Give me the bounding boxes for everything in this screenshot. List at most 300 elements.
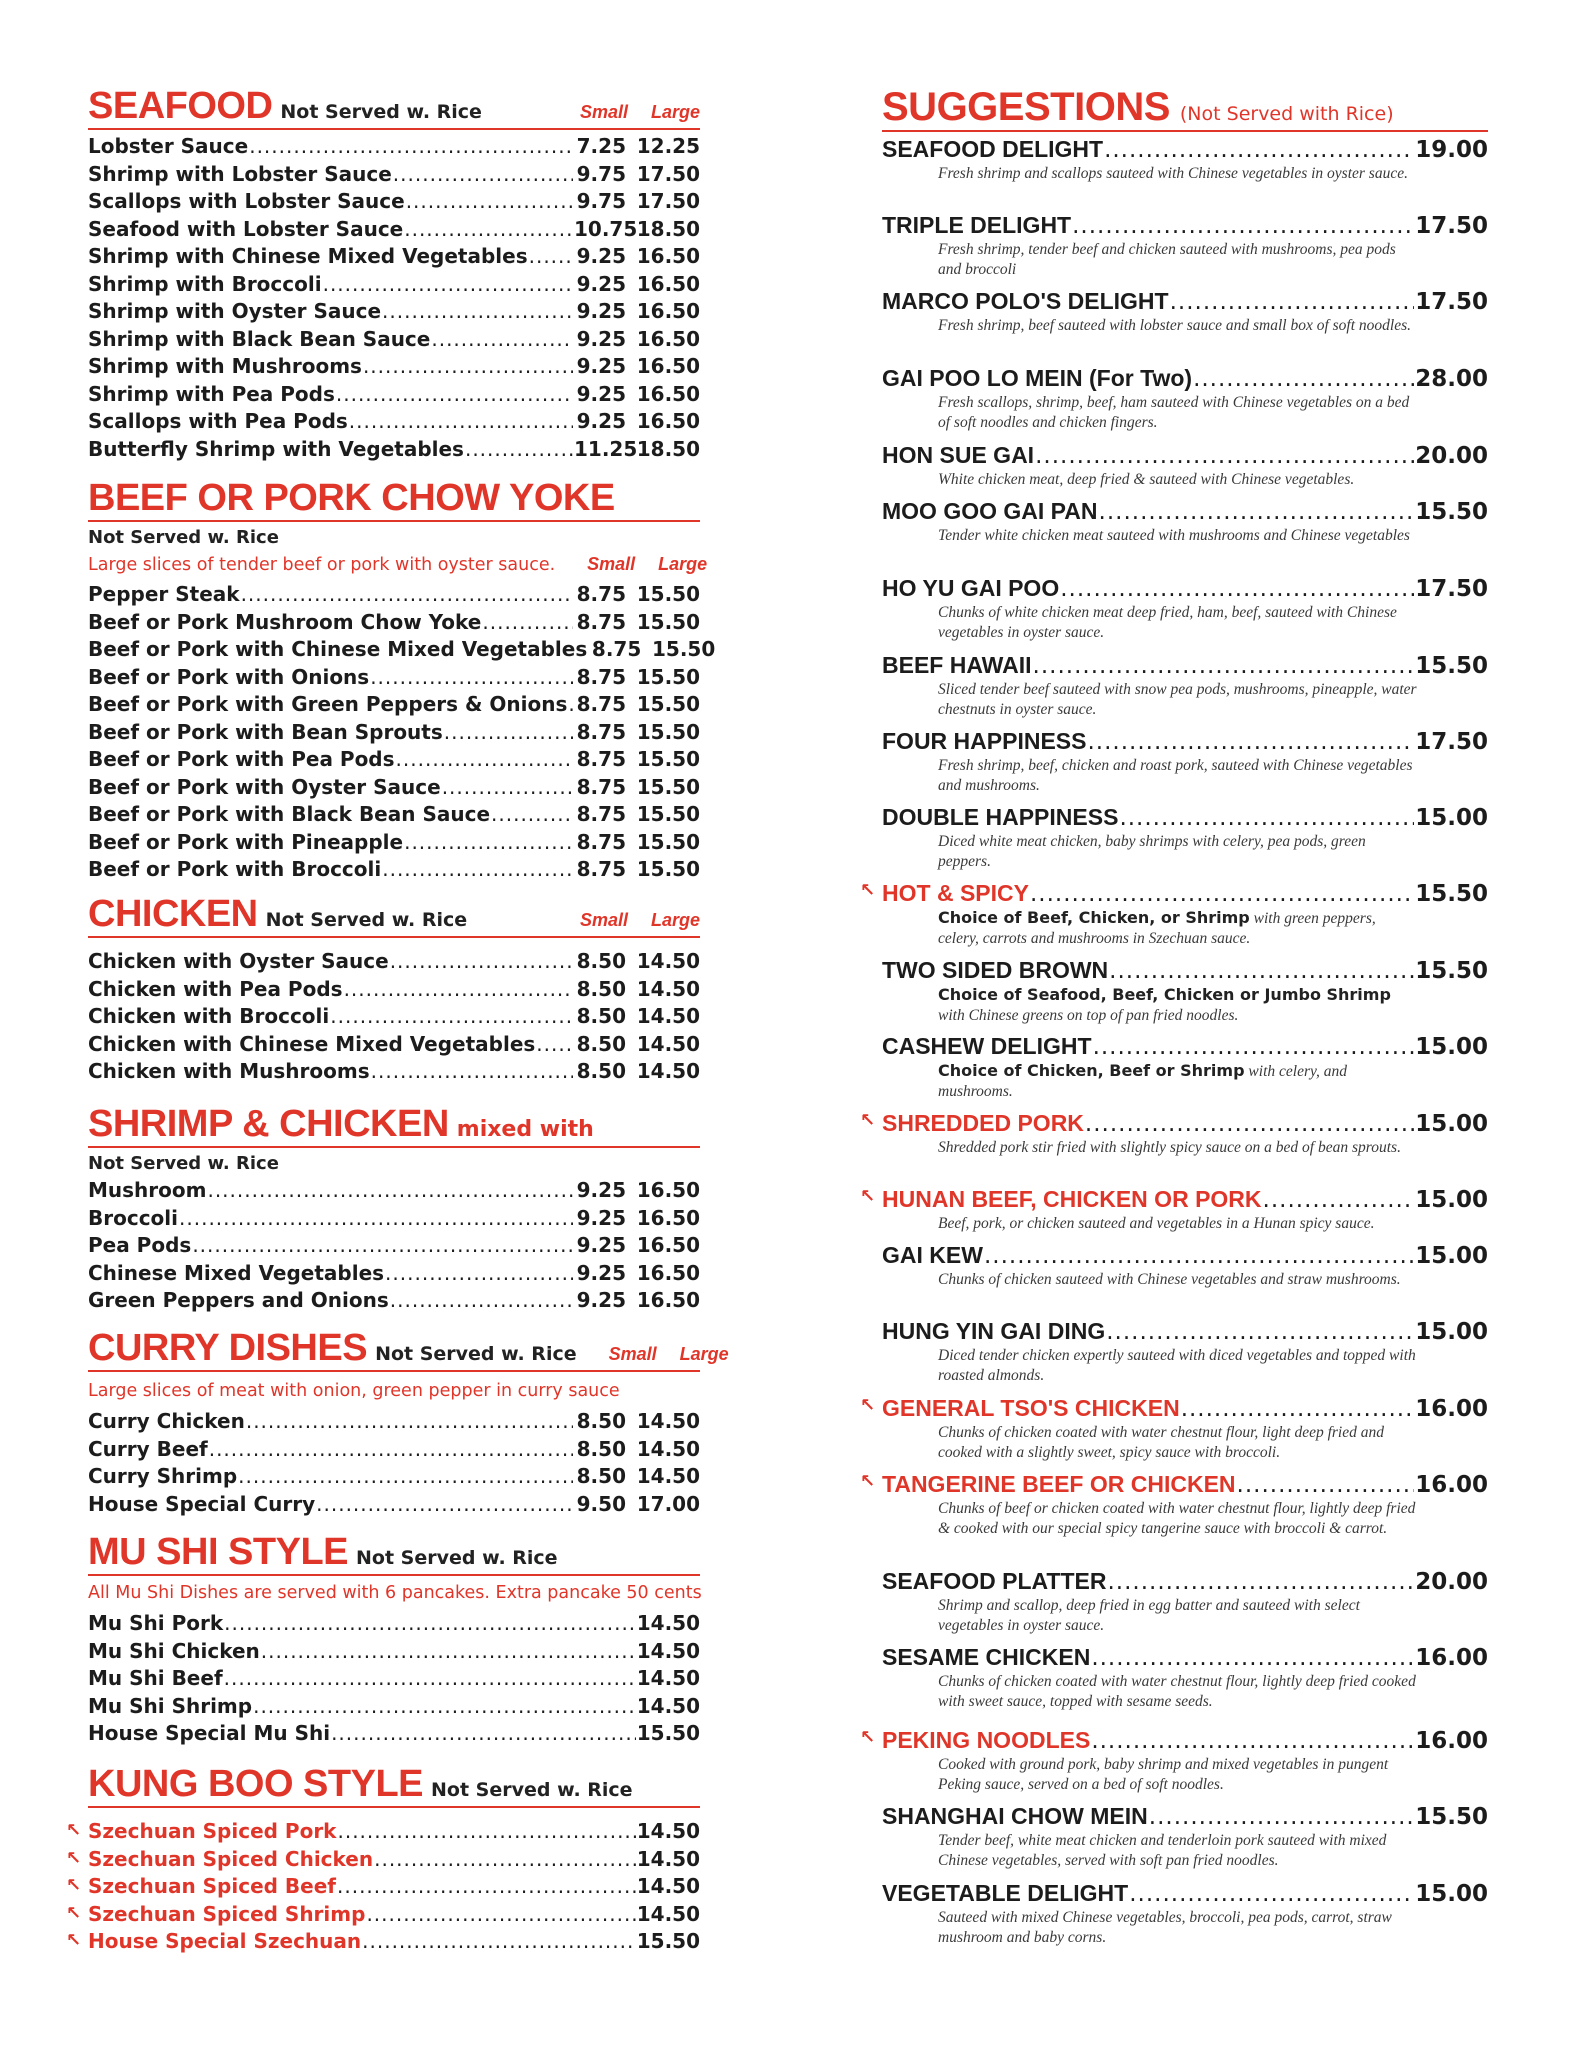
dot-leader xyxy=(406,188,573,216)
dot-leader xyxy=(366,1901,635,1929)
menu-item xyxy=(88,581,700,609)
item-name: CASHEW DELIGHT xyxy=(882,1033,1092,1059)
dot-leader xyxy=(396,746,573,774)
item-description xyxy=(938,1346,1418,1386)
section-note: Not Served w. Rice xyxy=(265,909,468,931)
section-title: SEAFOOD xyxy=(88,85,273,127)
item-description xyxy=(938,1214,1418,1234)
item-name: TANGERINE BEEF OR CHICKEN xyxy=(882,1471,1236,1497)
dot-leader xyxy=(1091,1643,1414,1673)
dot-leader xyxy=(192,1232,573,1260)
large-price: 16.50 xyxy=(636,381,700,406)
small-price: 8.75 xyxy=(576,582,626,606)
suggestion-item xyxy=(882,650,1488,720)
menu-item xyxy=(88,1720,700,1748)
menu-item xyxy=(88,1205,700,1233)
dot-leader xyxy=(1030,879,1414,909)
menu-item xyxy=(88,133,700,161)
menu-item xyxy=(88,1665,700,1693)
seafood-section xyxy=(88,84,700,463)
item-name: Seafood with Lobster Sauce xyxy=(88,216,404,241)
item-name: Beef or Pork with Oyster Sauce xyxy=(88,774,441,799)
suggestion-item xyxy=(882,1316,1488,1386)
item-description xyxy=(938,1672,1418,1712)
large-price: 18.50 xyxy=(636,216,700,241)
large-price: 15.50 xyxy=(636,747,700,771)
menu-item xyxy=(88,1693,700,1721)
large-price: 16.50 xyxy=(636,326,700,351)
dot-leader xyxy=(1109,956,1414,986)
chili-pepper-icon: ↖ xyxy=(66,1930,82,1951)
dot-leader xyxy=(362,1928,636,1956)
item-name: TRIPLE DELIGHT xyxy=(882,212,1072,238)
suggestion-row xyxy=(882,210,1488,240)
item-description-text: Fresh scallops, shrimp, beef, ham sauteed with Chinese vegetables on a bed of soft noodles and chicken fingers. xyxy=(938,394,1410,431)
dot-leader xyxy=(444,719,573,747)
menu-item xyxy=(88,271,700,299)
suggestion-row xyxy=(860,1108,1488,1138)
item-name: Shrimp with Mushrooms xyxy=(88,354,362,378)
shrimp-chicken-section xyxy=(88,1102,700,1315)
dot-leader xyxy=(1263,1185,1415,1215)
item-price: 15.00 xyxy=(1415,1319,1488,1345)
item-name: MARCO POLO'S DELIGHT xyxy=(882,288,1169,314)
menu-item xyxy=(88,829,700,857)
menu-item xyxy=(88,664,700,692)
item-description xyxy=(938,756,1418,796)
item-price: 14.50 xyxy=(636,1819,700,1843)
menu-item xyxy=(88,1436,700,1464)
item-description-text: Fresh shrimp, beef sauteed with lobster sauce and small box of soft noodles. xyxy=(938,317,1411,334)
item-choice: Choice of Seafood, Beef, Chicken or Jumbo Shrimp xyxy=(938,985,1391,1004)
size-headers xyxy=(555,551,707,578)
item-name: SHREDDED PORK xyxy=(882,1110,1084,1136)
dot-leader xyxy=(238,1463,573,1491)
dot-leader xyxy=(224,1610,636,1638)
suggestion-item xyxy=(882,802,1488,872)
dot-leader xyxy=(1033,651,1415,681)
small-price: 8.75 xyxy=(576,774,626,799)
item-name: DOUBLE HAPPINESS xyxy=(882,804,1119,830)
large-price: 14.50 xyxy=(636,1004,700,1028)
dot-leader xyxy=(253,1693,636,1721)
item-description-text: Cooked with ground pork, baby shrimp and mixed vegetables in pungent Peking sauce, served on a bed of soft noodles. xyxy=(938,1756,1389,1793)
menu-item xyxy=(88,1058,700,1086)
item-name: Beef or Pork with Bean Sprouts xyxy=(88,719,443,744)
small-price: 9.25 xyxy=(576,244,626,268)
small-price: 11.25 xyxy=(574,436,638,461)
large-price: 15.50 xyxy=(636,802,700,826)
item-name: Chicken with Mushrooms xyxy=(88,1059,370,1083)
item-name: Pea Pods xyxy=(88,1233,192,1257)
item-description xyxy=(938,393,1418,433)
item-name: Shrimp with Oyster Sauce xyxy=(88,299,382,323)
small-price: 9.25 xyxy=(576,1233,626,1257)
menu-item xyxy=(88,691,700,719)
small-price: 9.25 xyxy=(576,1260,626,1285)
suggestion-item xyxy=(882,286,1488,336)
item-description xyxy=(938,603,1418,643)
suggestion-row xyxy=(882,1642,1488,1672)
suggestion-item xyxy=(860,1469,1488,1539)
large-price: 15.50 xyxy=(636,719,700,744)
suggestion-row xyxy=(882,1316,1488,1346)
large-price: 14.50 xyxy=(636,949,700,973)
dot-leader xyxy=(984,1241,1414,1271)
section-header xyxy=(88,1102,700,1148)
menu-item xyxy=(66,1846,700,1874)
dot-leader xyxy=(1104,135,1414,165)
dot-leader xyxy=(1237,1470,1415,1500)
item-price: 16.00 xyxy=(1415,1396,1488,1422)
menu-item xyxy=(88,1463,700,1491)
suggestion-item xyxy=(860,1725,1488,1795)
large-price: 15.50 xyxy=(636,582,700,606)
dot-leader xyxy=(529,243,573,271)
item-name: House Special Szechuan xyxy=(88,1929,362,1953)
chili-pepper-icon: ↖ xyxy=(860,1727,876,1748)
item-name: Shrimp with Chinese Mixed Vegetables xyxy=(88,244,528,268)
small-price: 8.50 xyxy=(576,976,626,1001)
small-price: 8.75 xyxy=(576,719,626,744)
large-price: 14.50 xyxy=(636,1059,700,1083)
menu-item xyxy=(88,408,700,436)
small-price: 7.25 xyxy=(576,134,626,158)
item-description xyxy=(938,526,1418,546)
size-headers xyxy=(548,102,700,123)
section-header xyxy=(88,892,700,938)
large-price: 12.25 xyxy=(636,134,700,158)
size-headers xyxy=(577,1344,729,1365)
item-name: Chinese Mixed Vegetables xyxy=(88,1260,385,1285)
menu-item xyxy=(88,298,700,326)
small-header: Small xyxy=(579,102,628,122)
dot-leader xyxy=(336,381,573,409)
item-price: 15.50 xyxy=(1415,881,1488,907)
item-name: BEEF HAWAII xyxy=(882,652,1032,678)
item-price: 17.50 xyxy=(1415,289,1488,315)
small-price: 8.50 xyxy=(576,949,626,973)
menu-item xyxy=(88,636,716,664)
item-name: Beef or Pork with Black Bean Sauce xyxy=(88,802,491,826)
item-list xyxy=(88,1408,700,1518)
item-price: 16.00 xyxy=(1415,1645,1488,1671)
dot-leader xyxy=(1091,1726,1414,1756)
item-description-text: Sauteed with mixed Chinese vegetables, broccoli, pea pods, carrot, straw mushroom and baby corns. xyxy=(938,1909,1392,1946)
dot-leader xyxy=(404,829,573,857)
item-price: 15.50 xyxy=(1415,499,1488,525)
item-name: Beef or Pork with Chinese Mixed Vegetables xyxy=(88,637,588,661)
chili-pepper-icon: ↖ xyxy=(860,1110,876,1131)
section-note: (Not Served with Rice) xyxy=(1179,103,1394,125)
dot-leader xyxy=(1106,1317,1414,1347)
item-choice: Choice of Chicken, Beef or Shrimp xyxy=(938,1061,1245,1080)
item-list xyxy=(88,1610,700,1748)
rice-note: Not Served w. Rice xyxy=(88,527,279,548)
small-price: 8.75 xyxy=(576,747,626,771)
item-description xyxy=(938,164,1418,184)
item-name: Beef or Pork with Onions xyxy=(88,664,370,689)
suggestion-item xyxy=(882,210,1488,280)
item-name: Chicken with Oyster Sauce xyxy=(88,949,389,973)
large-header: Large xyxy=(679,1344,729,1364)
item-price: 14.50 xyxy=(636,1874,700,1898)
suggestion-item xyxy=(882,955,1488,1026)
section-subtitle xyxy=(88,1150,700,1177)
large-price: 16.50 xyxy=(636,1233,700,1257)
dot-leader xyxy=(337,1873,636,1901)
menu-item xyxy=(88,326,700,354)
item-description xyxy=(938,1061,1418,1102)
section-title: BEEF OR PORK CHOW YOKE xyxy=(88,477,615,519)
large-price: 15.50 xyxy=(636,664,700,689)
small-price: 9.75 xyxy=(576,189,626,213)
item-description xyxy=(938,1270,1418,1290)
section-note: Not Served w. Rice xyxy=(280,101,482,123)
menu-item xyxy=(88,1287,700,1315)
dot-leader xyxy=(246,1408,573,1436)
item-name: HUNG YIN GAI DING xyxy=(882,1318,1106,1344)
dot-leader xyxy=(393,161,573,189)
menu-item xyxy=(66,1818,700,1846)
item-name: Shrimp with Lobster Sauce xyxy=(88,161,392,186)
item-description-text: with Chinese greens on top of pan fried noodles. xyxy=(938,1007,1239,1024)
item-name: Beef or Pork with Broccoli xyxy=(88,857,382,881)
item-price: 15.00 xyxy=(1415,805,1488,831)
item-description-text: Chunks of chicken coated with water chestnut flour, light deep fried and cooked with a slightly sweet, spicy sauce with broccoli. xyxy=(938,1424,1384,1461)
small-price: 9.75 xyxy=(576,161,626,186)
item-price: 15.50 xyxy=(636,1929,700,1953)
suggestion-item xyxy=(860,1184,1488,1234)
menu-item xyxy=(88,381,700,409)
item-name: GENERAL TSO'S CHICKEN xyxy=(882,1395,1180,1421)
suggestion-item xyxy=(882,1642,1488,1712)
item-price: 17.50 xyxy=(1415,576,1488,602)
small-price: 9.25 xyxy=(576,1205,626,1230)
section-description-row xyxy=(88,1580,700,1607)
large-price: 16.50 xyxy=(636,1288,700,1312)
item-description xyxy=(938,1423,1418,1463)
menu-item xyxy=(88,856,700,884)
small-price: 8.75 xyxy=(576,692,626,716)
item-name: Chicken with Broccoli xyxy=(88,1004,330,1028)
menu-item xyxy=(66,1928,700,1956)
small-price: 9.25 xyxy=(576,299,626,323)
large-header: Large xyxy=(658,554,708,574)
item-description-text: Diced white meat chicken, baby shrimps with celery, pea pods, green peppers. xyxy=(938,833,1366,870)
suggestion-row xyxy=(860,1393,1488,1423)
section-title: CHICKEN xyxy=(88,893,258,935)
large-price: 14.50 xyxy=(636,1436,700,1461)
dot-leader xyxy=(568,691,573,719)
small-price: 10.75 xyxy=(574,216,638,241)
small-header: Small xyxy=(608,1344,657,1364)
menu-item xyxy=(88,436,700,464)
section-header xyxy=(88,1326,729,1372)
section-header xyxy=(88,476,700,522)
dot-leader xyxy=(385,1260,573,1288)
chicken-section xyxy=(88,892,700,1086)
curry-section xyxy=(88,1326,729,1518)
dot-leader xyxy=(1119,803,1414,833)
suggestion-item xyxy=(882,573,1488,643)
large-price: 17.50 xyxy=(636,161,700,186)
large-price: 15.50 xyxy=(636,829,700,854)
item-description xyxy=(938,1755,1418,1795)
item-description-text: Chunks of chicken sauteed with Chinese vegetables and straw mushrooms. xyxy=(938,1271,1401,1288)
small-price: 9.25 xyxy=(576,1178,626,1202)
large-price: 15.50 xyxy=(636,692,700,716)
dot-leader xyxy=(241,581,573,609)
dot-leader xyxy=(344,976,573,1004)
large-price: 14.50 xyxy=(636,1464,700,1488)
menu-item xyxy=(88,1408,700,1436)
item-price: 28.00 xyxy=(1415,366,1488,392)
section-header xyxy=(88,1762,700,1808)
item-description xyxy=(938,1831,1418,1871)
large-price: 15.50 xyxy=(636,609,700,634)
item-price: 20.00 xyxy=(1415,1569,1488,1595)
item-price: 20.00 xyxy=(1415,443,1488,469)
item-description-text: Fresh shrimp, beef, chicken and roast pork, sauteed with Chinese vegetables and mushrooms. xyxy=(938,757,1413,794)
large-price: 14.50 xyxy=(636,1031,700,1056)
item-choice: Choice of Beef, Chicken, or Shrimp xyxy=(938,908,1250,927)
suggestion-row xyxy=(860,878,1488,908)
dot-leader xyxy=(390,1287,573,1315)
small-price: 9.25 xyxy=(576,354,626,378)
chili-pepper-icon: ↖ xyxy=(860,1471,876,1492)
item-name: Beef or Pork Mushroom Chow Yoke xyxy=(88,609,482,634)
menu-item xyxy=(66,1873,700,1901)
item-description xyxy=(938,832,1418,872)
item-price: 15.50 xyxy=(1415,1804,1488,1830)
large-price: 16.50 xyxy=(636,1205,700,1230)
dot-leader xyxy=(390,948,573,976)
small-header: Small xyxy=(587,554,636,574)
dot-leader xyxy=(330,1003,573,1031)
item-price: 15.00 xyxy=(1415,1111,1488,1137)
size-headers xyxy=(548,910,700,931)
section-note: Not Served w. Rice xyxy=(431,1779,633,1801)
suggestion-item xyxy=(882,1801,1488,1871)
item-description xyxy=(938,1596,1418,1636)
suggestion-item xyxy=(882,1031,1488,1102)
chili-pepper-icon: ↖ xyxy=(66,1820,82,1841)
section-note: Not Served w. Rice xyxy=(375,1343,577,1365)
item-list xyxy=(88,581,716,884)
dot-leader xyxy=(1087,727,1414,757)
suggestion-row xyxy=(860,1184,1488,1214)
item-name: TWO SIDED BROWN xyxy=(882,957,1109,983)
suggestion-row xyxy=(882,573,1488,603)
small-price: 8.75 xyxy=(576,609,626,634)
suggestion-row xyxy=(882,1566,1488,1596)
item-price: 15.00 xyxy=(1415,1034,1488,1060)
large-header: Large xyxy=(650,102,700,122)
item-name: Shrimp with Broccoli xyxy=(88,271,322,296)
dot-leader xyxy=(1085,1109,1414,1139)
menu-item xyxy=(88,161,700,189)
large-price: 14.50 xyxy=(636,976,700,1001)
item-name: HOT & SPICY xyxy=(882,880,1029,906)
dot-leader xyxy=(536,1031,573,1059)
item-name: Shrimp with Pea Pods xyxy=(88,381,335,406)
item-description-text: Tender white chicken meat sauteed with mushrooms and Chinese vegetables xyxy=(938,527,1410,544)
item-description xyxy=(938,680,1418,720)
item-name: GAI POO LO MEIN (For Two) xyxy=(882,365,1193,391)
item-description xyxy=(938,470,1418,490)
suggestion-row xyxy=(882,726,1488,756)
dot-leader xyxy=(1072,211,1414,241)
dot-leader xyxy=(179,1205,573,1233)
suggestion-row xyxy=(860,1725,1488,1755)
menu-item xyxy=(88,1610,700,1638)
item-name: Mushroom xyxy=(88,1178,207,1202)
small-price: 8.50 xyxy=(576,1059,626,1083)
menu-item xyxy=(88,976,700,1004)
item-description-text: with green peppers, celery, carrots and mushrooms in Szechuan sauce. xyxy=(938,910,1376,947)
large-price: 15.50 xyxy=(636,857,700,881)
section-title: SUGGESTIONS xyxy=(882,85,1170,129)
suggestion-item xyxy=(882,363,1488,433)
dot-leader xyxy=(349,408,573,436)
menu-item xyxy=(88,188,700,216)
menu-item xyxy=(88,746,700,774)
menu-item xyxy=(88,1260,700,1288)
chili-pepper-icon: ↖ xyxy=(66,1902,82,1924)
item-name: Curry Chicken xyxy=(88,1409,245,1433)
section-header xyxy=(88,84,700,130)
menu-item xyxy=(88,719,700,747)
suggestions-section xyxy=(882,84,1488,132)
section-title: KUNG BOO STYLE xyxy=(88,1763,424,1805)
small-price: 8.75 xyxy=(576,664,626,689)
menu-item xyxy=(88,948,700,976)
menu-item xyxy=(88,801,700,829)
dot-leader xyxy=(374,1846,636,1874)
item-price: 15.50 xyxy=(1415,958,1488,984)
item-price: 15.00 xyxy=(1415,1881,1488,1907)
suggestion-item xyxy=(882,726,1488,796)
item-name: HON SUE GAI xyxy=(882,442,1035,468)
chili-pepper-icon: ↖ xyxy=(860,1395,876,1416)
large-price: 15.50 xyxy=(652,637,716,661)
dot-leader xyxy=(207,1177,573,1205)
suggestion-row xyxy=(882,440,1488,470)
menu-item xyxy=(88,774,700,802)
small-price: 8.75 xyxy=(591,637,642,661)
dot-leader xyxy=(382,856,573,884)
menu-item xyxy=(88,353,700,381)
item-name: Beef or Pork with Pineapple xyxy=(88,829,404,854)
menu-item xyxy=(88,216,700,244)
item-description-text: Tender beef, white meat chicken and tenderloin pork sauteed with mixed Chinese vegetables, served with soft pan fried noodles. xyxy=(938,1832,1387,1869)
item-name: VEGETABLE DELIGHT xyxy=(882,1880,1129,1906)
large-price: 17.00 xyxy=(636,1491,700,1516)
item-name: FOUR HAPPINESS xyxy=(882,728,1087,754)
item-name: Mu Shi Shrimp xyxy=(88,1693,253,1718)
item-name: GAI KEW xyxy=(882,1242,983,1268)
large-price: 16.50 xyxy=(636,409,700,433)
item-price: 16.00 xyxy=(1415,1728,1488,1754)
suggestion-row xyxy=(860,1469,1488,1499)
suggestion-row xyxy=(882,496,1488,526)
suggestion-item xyxy=(882,1240,1488,1290)
item-price: 15.50 xyxy=(636,1721,700,1745)
section-subtitle xyxy=(88,524,700,551)
small-header: Small xyxy=(579,910,628,930)
dot-leader xyxy=(331,1720,636,1748)
